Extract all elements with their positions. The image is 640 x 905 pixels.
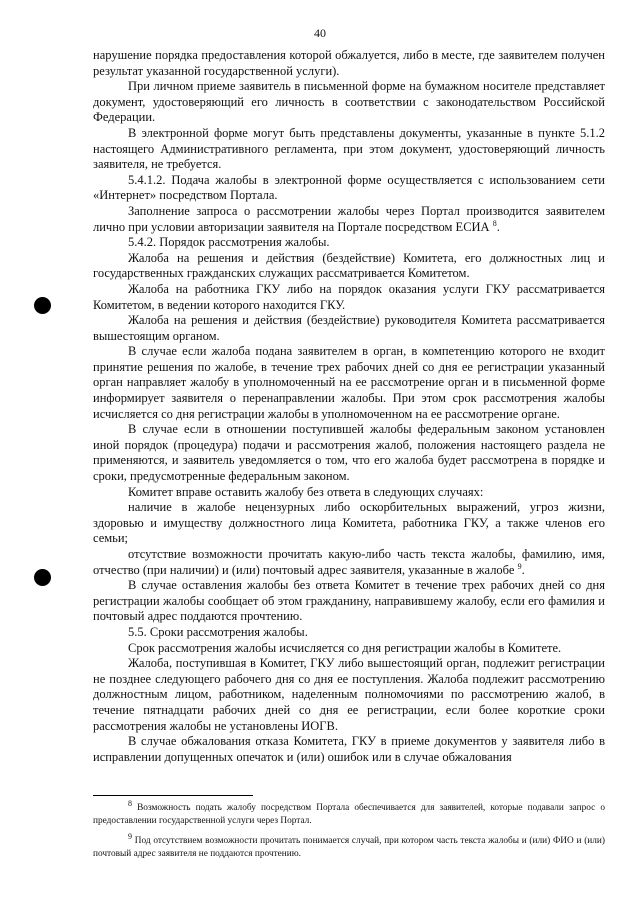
paragraph-4: 5.4.1.2. Подача жалобы в электронной форме осуществляется с использованием сети «Интернет» посредством Портала. <box>93 172 605 203</box>
paragraph-12: Комитет вправе оставить жалобу без ответа в следующих случаях: <box>128 484 484 499</box>
paragraph-17: Срок рассмотрения жалобы исчисляется со дня регистрации жалобы в Комитете. <box>128 640 562 655</box>
paragraph-13: наличие в жалобе нецензурных либо оскорбительных выражений, угроз жизни, здоровью и имуществу должностного лица Комитета, работника ГКУ, а также членов его семьи; <box>93 500 605 546</box>
footnote-ref-9: 9 <box>517 561 522 571</box>
footnotes <box>93 798 606 868</box>
punch-hole-upper <box>34 297 51 314</box>
footnote-mark-9: 9 <box>128 831 132 841</box>
paragraph-11: В случае если в отношении поступившей жалобы федеральным законом установлен иной порядок (процедура) подачи и рассмотрения жалоб, положения настоящего раздела не применяются, и заявитель уведомляется о том, что его жалоба будет рассмотрена в порядке и сроки, предусмотренные федеральным законом. <box>93 422 605 484</box>
paragraph-5: Заполнение запроса о рассмотрении жалобы через Портал производится заявителем лично при условии авторизации заявителя на Портале посредством ЕСИА $^8$. <box>93 203 605 234</box>
paragraph-9: Жалоба на решения и действия (бездействие) руководителя Комитета рассматривается вышестоящим органом. <box>93 313 605 343</box>
paragraph-8: Жалоба на работника ГКУ либо на порядок оказания услуги ГКУ рассматривается Комитетом, в ведении которого находится ГКУ. <box>93 281 605 312</box>
paragraph-14: отсутствие возможности прочитать какую-либо часть текста жалобы, фамилию, имя, отчество (при наличии) и (или) почтовый адрес заявителя, указанные в жалобе $^9$. <box>93 547 605 577</box>
paragraph-19: В случае обжалования отказа Комитета, ГКУ в приеме документов у заявителя либо в исправлении допущенных опечаток и (или) ошибок или в случае обжалования <box>93 734 605 764</box>
footnote-8: $^8$ Возможность подать жалобу посредством Портала обеспечивается для заявителей, которые подавали запрос о предоставлении государственной услуги через Портал. <box>93 798 606 826</box>
footnote-9: $^9$ Под отсутствием возможности прочитать понимается случай, при котором часть текста жалобы и (или) ФИО и (или) почтовый адрес заявителя не поддаются прочтению. <box>93 831 605 859</box>
footnote-separator <box>93 795 253 796</box>
paragraph-6: 5.4.2. Порядок рассмотрения жалобы. <box>128 235 330 250</box>
punch-hole-lower <box>34 569 51 586</box>
paragraph-1: нарушение порядка предоставления которой обжалуется, либо в месте, где заявителем получен результат указанной государственной услуги). <box>93 48 605 78</box>
paragraph-16: 5.5. Сроки рассмотрения жалобы. <box>128 624 308 639</box>
paragraph-2: При личном приеме заявитель в письменной форме на бумажном носителе представляет документ, удостоверяющий его личность в соответствии с законодательством Российской Федерации. <box>93 79 605 125</box>
paragraph-18: Жалоба, поступившая в Комитет, ГКУ либо вышестоящий орган, подлежит регистрации не позднее следующего рабочего дня со дня ее поступления. Жалоба подлежит рассмотрению должностным лицом, работником, наделенным полномочиями по рассмотрению жалоб, в течение пятнадцати рабочих дней со дня ее регистрации, если более короткие сроки рассмотрения жалобы не установлены ИОГВ. <box>93 656 605 733</box>
page-number: 40 <box>314 26 326 40</box>
paragraph-3: В электронной форме могут быть представлены документы, указанные в пункте 5.1.2 настоящего Административного регламента, при этом документ, удостоверяющий личность заявителя, не требуется. <box>93 125 605 172</box>
body-text <box>93 48 605 765</box>
footnote-ref-8: 8 <box>492 218 497 228</box>
paragraph-10: В случае если жалоба подана заявителем в орган, в компетенцию которого не входит принятие решения по жалобе, в течение трех рабочих дней со дня ее регистрации указанный орган направляет жалобу в уполномоченный на ее рассмотрение орган и в письменной форме информирует заявителя о перенаправлении жалобы. При этом срок рассмотрения жалобы исчисляется со дня регистрации жалобы в уполномоченном на ее рассмотрение органе. <box>93 344 605 421</box>
footnote-mark-8: 8 <box>128 798 132 808</box>
paragraph-7: Жалоба на решения и действия (бездействие) Комитета, его должностных лиц и государственных гражданских служащих рассматривается Комитетом. <box>93 250 605 281</box>
paragraph-15: В случае оставления жалобы без ответа Комитет в течение трех рабочих дней со дня регистрации жалобы сообщает об этом гражданину, направившему жалобу, если его фамилия и почтовый адрес поддаются прочтению. <box>93 578 605 624</box>
